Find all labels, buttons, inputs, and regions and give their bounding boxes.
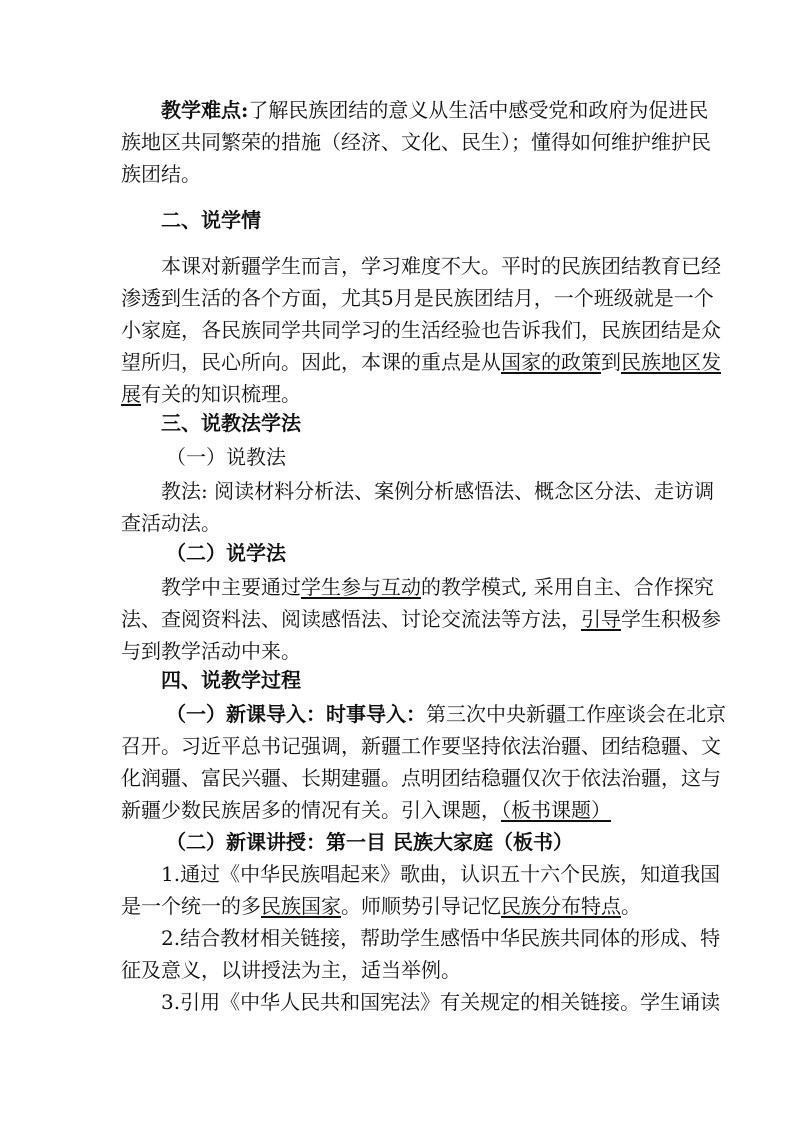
section-2-line1: 本课对新疆学生而言，学习难度不大。平时的民族团结教育已经 — [161, 254, 721, 278]
learning-method-line2b: 学生积极参 — [621, 607, 721, 631]
underlined-distribution: 民族分布特点 — [501, 894, 621, 918]
intro-label: （一）新课导入：时事导入： — [166, 702, 426, 726]
underlined-board-title: （板书课题） — [501, 798, 611, 822]
intro-line2: 召开。习近平总书记强调，新疆工作要坚持依法治疆、团结稳疆、文 — [121, 734, 721, 758]
learning-method-paragraph — [121, 571, 721, 667]
section-2-line5: 有关的知识梳理。 — [141, 382, 301, 406]
learning-method-line3: 与到教学活动中来。 — [121, 639, 301, 663]
underlined-guide: 引导 — [581, 607, 621, 631]
underlined-development: 展 — [121, 382, 141, 406]
item-1-line2b: 。师顺势引导记忆 — [341, 894, 501, 918]
new-lesson-heading: （二）新课讲授：第一目 民族大家庭（板书） — [166, 830, 573, 854]
difficulty-label: 教学难点: — [161, 98, 249, 122]
teaching-method-subheading: （一）说教法 — [166, 445, 286, 469]
new-lesson-item-2 — [121, 922, 721, 986]
difficulty-text-line2: 族地区共同繁荣的措施（经济、文化、民生）；懂得如何维护维护民 — [121, 130, 711, 154]
item-1-line2c: 。 — [621, 894, 641, 918]
item-2-line2: 征及意义，以讲授法为主，适当举例。 — [121, 958, 461, 982]
section-2-line4a: 望所归，民心所向。因此，本课的重点是从 — [121, 350, 501, 374]
section-2-line3: 小家庭，各民族同学共同学习的生活经验也告诉我们，民族团结是众 — [121, 318, 721, 342]
intro-line4a: 新疆少数民族居多的情况有关。引入课题， — [121, 798, 501, 822]
section-2-line4b: 到 — [601, 350, 621, 374]
item-3-line1: 3.引用《中华人民共和国宪法》有关规定的相关链接。学生诵读 — [161, 990, 721, 1014]
difficulty-text-line1: 了解民族团结的意义从生活中感受党和政府为促进民 — [248, 98, 709, 122]
learning-method-subheading: （二）说学法 — [166, 541, 286, 565]
teaching-method-line1: 教法: 阅读材料分析法、案例分析感悟法、概念区分法、走访调 — [161, 479, 715, 503]
learning-method-line2a: 法、查阅资料法、阅读感悟法、讨论交流法等方法， — [121, 607, 581, 631]
item-1-line2a: 是一个统一的多 — [121, 894, 261, 918]
section-2-paragraph — [121, 250, 721, 410]
difficulty-text-line3: 族团结。 — [121, 162, 201, 186]
underlined-multi-ethnic-nation: 民族国家 — [261, 894, 341, 918]
section-2-line2: 渗透到生活的各个方面，尤其5月是民族团结月，一个班级就是一个 — [121, 286, 714, 310]
intro-line3: 化润疆、富民兴疆、长期建疆。点明团结稳疆仅次于依法治疆，这与 — [121, 766, 721, 790]
section-3-heading: 三、说教法学法 — [161, 411, 301, 435]
teaching-method-line2: 查活动法。 — [121, 511, 221, 535]
section-2-heading: 二、说学情 — [161, 208, 261, 232]
section-4-heading: 四、说教学过程 — [161, 668, 301, 692]
learning-method-line1b: 的教学模式, 采用自主、合作探究 — [421, 575, 714, 599]
new-lesson-item-3 — [121, 986, 721, 1018]
difficulty-paragraph — [121, 94, 711, 190]
learning-method-line1a: 教学中主要通过 — [161, 575, 301, 599]
new-lesson-item-1 — [121, 858, 721, 922]
item-1-line1: 1.通过《中华民族唱起来》歌曲，认识五十六个民族，知道我国 — [161, 862, 721, 886]
item-2-line1: 2.结合教材相关链接，帮助学生感悟中华民族共同体的形成、特 — [161, 926, 721, 950]
intro-line1: 第三次中央新疆工作座谈会在北京 — [426, 702, 726, 726]
teaching-method-paragraph — [121, 475, 715, 539]
underlined-national-policy: 国家的政策 — [501, 350, 601, 374]
intro-paragraph — [121, 698, 726, 826]
underlined-student-interaction: 学生参与互动 — [301, 575, 421, 599]
underlined-ethnic-region: 民族地区发 — [621, 350, 721, 374]
